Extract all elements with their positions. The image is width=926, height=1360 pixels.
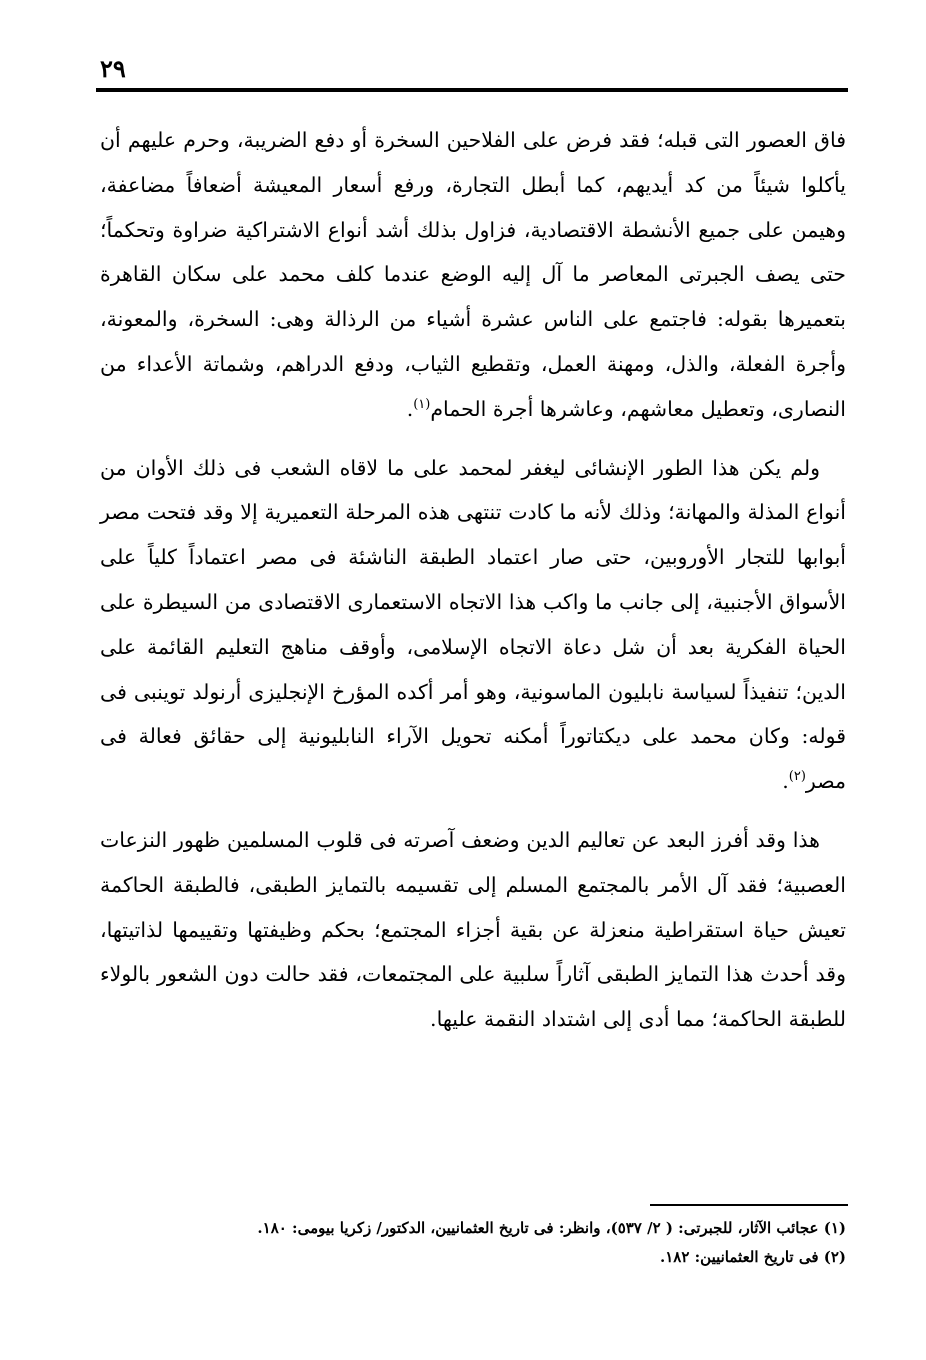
paragraph-1-text: فاق العصور التى قبله؛ فقد فرض على الفلاحين السخرة أو دفع الضريبة، وحرم عليهم أن يأكلوا شيئاً من كد أيديهم، كما أبطل التجارة، ورفع أسعار المعيشة أضعافاً مضاعفة، وهيمن على جميع الأنشطة الاقتصادية، فزاول بذلك أشد أنواع الاشتراكية ضراوة وتحكماً؛ حتى يصف الجبرتى المعاصر ما آل إليه الوضع عندما كلف محمد على سكان القاهرة بتعميرها بقوله: فاجتمع على الناس عشرة أشياء من الرذالة وهى: السخرة، والمعونة، وأجرة الفعلة، والذل، ومهنة العمل، وتقطيع الثياب، ودفع الدراهم، وشماتة الأعداء من النصارى، وتعطيل معاشهم، وعاشرها أجرة الحمام (100, 128, 846, 421)
paragraph-1-end: . (406, 396, 414, 421)
paragraph-2-text: ولم يكن هذا الطور الإنشائى ليغفر لمحمد على ما لاقاه الشعب فى ذلك الأوان من أنواع المذلة والمهانة؛ وذلك لأنه ما كادت تنتهى هذه المرحلة التعميرية إلا وقد فتحت مصر أبوابها للتجار الأوروبين، حتى صار اعتماد الطبقة الناشئة فى مصر اعتماداً كلياً على الأسواق الأجنبية، إلى جانب ما واكب هذا الاتجاه الاستعمارى الاقتصادى من السيطرة على الحياة الفكرية بعد أن شل دعاة الاتجاه الإسلامى، وأوقف مناهج التعليم القائمة على الدين؛ تنفيذاً لسياسة نابليون الماسونية، وهو أمر أكده المؤرخ الإنجليزى أرنولد توينبى فى قوله: وكان محمد على ديكتاتوراً أمكنه تحويل الآراء النابليونية إلى حقائق فعالة فى مصر (100, 455, 846, 794)
page-number: ٢٩ (100, 54, 126, 83)
paragraph-3-text: هذا وقد أفرز البعد عن تعاليم الدين وضعف آصرته فى قلوب المسلمين ظهور النزعات العصبية؛ فقد آل الأمر بالمجتمع المسلم إلى تقسيمه بالتمايز الطبقى، فالطبقة الحاكمة تعيش حياة استقراطية منعزلة عن بقية أجزاء المجتمع؛ بحكم وظيفتها وتقييمها لذاتيتها، وقد أحدث هذا التمايز الطبقى آثاراً سلبية على المجتمعات، فقد حالت دون الشعور بالولاء للطبقة الحاكمة؛ مما أدى إلى اشتداد النقمة عليها (100, 827, 846, 1032)
paragraph-3 (100, 818, 846, 1042)
footnote-1: (١) عجائب الآثار، للجبرتى: ( ٢/ ٥٣٧)، وانظر: فى تاريخ العثمانيين، الدكتور/ زكريا بيومى: ١٨٠. (257, 1219, 846, 1237)
paragraph-1 (100, 118, 846, 432)
footnote-2: (٢) فى تاريخ العثمانيين: ١٨٢. (659, 1248, 846, 1266)
footnotes (100, 1214, 846, 1272)
footnote-rule (650, 1204, 848, 1206)
paragraph-2 (100, 446, 846, 804)
footnote-ref-2: (٢) (788, 769, 806, 785)
paragraph-2-end: . (782, 769, 789, 794)
paragraph-3-end: . (430, 1007, 437, 1032)
header-rule (96, 88, 848, 92)
footnote-ref-1: (١) (413, 396, 431, 412)
body-text (100, 118, 846, 1056)
